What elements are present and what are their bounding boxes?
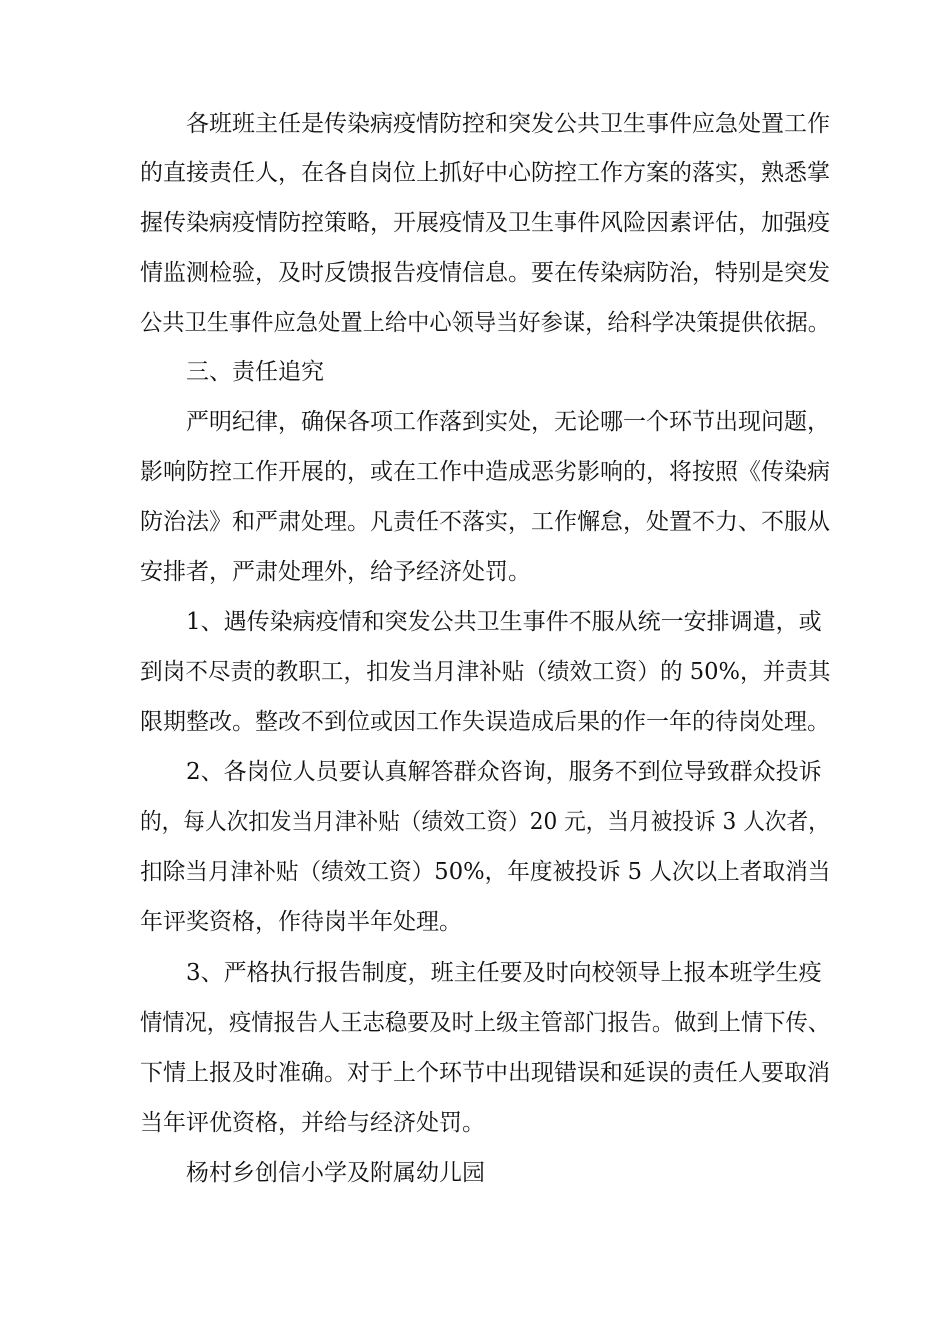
item1-line-2: 到岗不尽责的教职工，扣发当月津补贴（绩效工资）的 50%，并责其 [140, 659, 831, 685]
item3-line-3: 下情上报及时准确。对于上个环节中出现错误和延误的责任人要取消 [140, 1060, 830, 1086]
item1-line-1: 1、遇传染病疫情和突发公共卫生事件不服从统一安排调遣，或 [186, 609, 822, 635]
para1-line-1: 各班班主任是传染病疫情防控和突发公共卫生事件应急处置工作 [186, 111, 830, 137]
para2-line-4: 安排者，严肃处理外，给予经济处罚。 [140, 559, 531, 585]
item2-line-2: 的，每人次扣发当月津补贴（绩效工资）20 元，当月被投诉 3 人次者， [140, 809, 830, 835]
para1-line-5: 公共卫生事件应急处置上给中心领导当好参谋，给科学决策提供依据。 [140, 310, 830, 336]
para1-line-2: 的直接责任人，在各自岗位上抓好中心防控工作方案的落实，熟悉掌 [140, 160, 830, 186]
item3-line-2: 情情况，疫情报告人王志稳要及时上级主管部门报告。做到上情下传、 [140, 1010, 830, 1036]
signature: 杨村乡创信小学及附属幼儿园 [186, 1160, 485, 1186]
item1-line-3: 限期整改。整改不到位或因工作失误造成后果的作一年的待岗处理。 [140, 709, 830, 735]
item3-line-4: 当年评优资格，并给与经济处罚。 [140, 1110, 485, 1136]
para2-line-2: 影响防控工作开展的，或在工作中造成恶劣影响的，将按照《传染病 [140, 459, 830, 485]
para2-line-3: 防治法》和严肃处理。凡责任不落实，工作懈怠，处置不力、不服从 [140, 509, 830, 535]
item2-line-3: 扣除当月津补贴（绩效工资）50%，年度被投诉 5 人次以上者取消当 [140, 859, 831, 885]
item2-line-1: 2、各岗位人员要认真解答群众咨询，服务不到位导致群众投诉 [186, 759, 822, 785]
section-heading-3: 三、责任追究 [186, 359, 324, 385]
para1-line-3: 握传染病疫情防控策略，开展疫情及卫生事件风险因素评估，加强疫 [140, 210, 830, 236]
item3-line-1: 3、严格执行报告制度，班主任要及时向校领导上报本班学生疫 [186, 960, 822, 986]
item2-line-4: 年评奖资格，作待岗半年处理。 [140, 909, 462, 935]
para1-line-4: 情监测检验，及时反馈报告疫情信息。要在传染病防治，特别是突发 [140, 260, 830, 286]
para2-line-1: 严明纪律，确保各项工作落到实处，无论哪一个环节出现问题， [186, 409, 830, 435]
